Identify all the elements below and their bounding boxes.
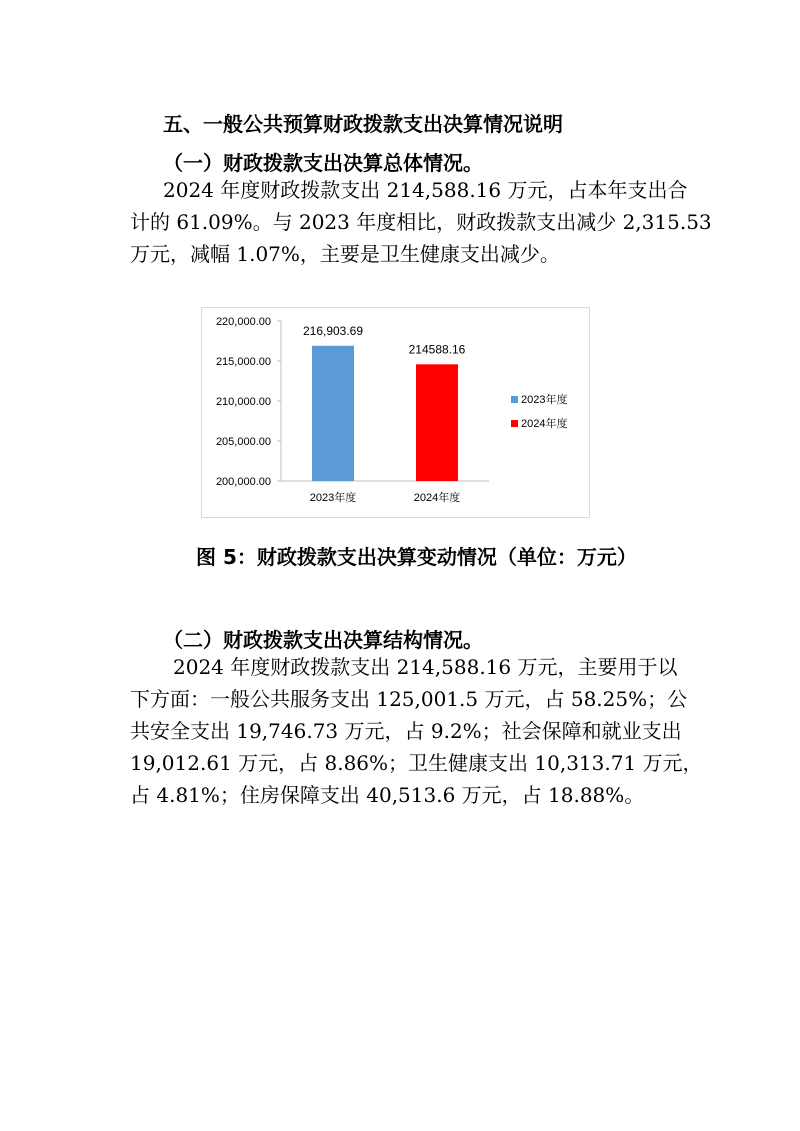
x-tick-label: 2023年度: [309, 492, 357, 504]
paragraph-line: 19,012.61 万元，占 8.86%；卫生健康支出 10,313.71 万元，: [130, 751, 703, 775]
x-tick-label: 2024年度: [413, 492, 461, 504]
y-tick-label: 220,000.00: [215, 316, 271, 328]
paragraph-line: 共安全支出 19,746.73 万元，占 9.2%；社会保障和就业支出: [130, 719, 682, 743]
paragraph-line: 下方面：一般公共服务支出 125,001.5 万元，占 58.25%；公: [130, 687, 688, 711]
legend-label: 2024年度: [521, 418, 568, 430]
paragraph-line: 万元，减幅 1.07%，主要是卫生健康支出减少。: [130, 242, 560, 266]
expenditure-bar-chart: [201, 307, 590, 518]
y-tick-label: 215,000.00: [215, 356, 271, 368]
y-tick-label: 210,000.00: [215, 396, 271, 408]
data-label: 216,903.69: [302, 323, 364, 338]
paragraph-line: 2024 年度财政拨款支出 214,588.16 万元，主要用于以: [173, 655, 678, 679]
y-tick-label: 200,000.00: [215, 476, 271, 488]
bar: [312, 346, 354, 481]
paragraph-line: 占 4.81%；住房保障支出 40,513.6 万元，占 18.88%。: [130, 783, 645, 807]
paragraph-line: 2024 年度财政拨款支出 214,588.16 万元，占本年支出合: [163, 178, 688, 202]
legend-swatch: [511, 420, 518, 427]
paragraph-line: 计的 61.09%。与 2023 年度相比，财政拨款支出减少 2,315.53: [130, 210, 712, 234]
bar: [416, 364, 458, 481]
section-heading: 五、一般公共预算财政拨款支出决算情况说明: [163, 112, 563, 136]
subheading-overall: （一）财政拨款支出决算总体情况。: [163, 151, 483, 175]
paragraph-overall: [130, 174, 712, 270]
legend-swatch: [511, 396, 518, 403]
data-label: 214588.16: [408, 342, 466, 357]
legend-label: 2023年度: [521, 394, 568, 406]
figure-caption: 图 5：财政拨款支出决算变动情况（单位：万元）: [196, 545, 637, 569]
paragraph-structure: [130, 651, 703, 811]
subheading-structure: （二）财政拨款支出决算结构情况。: [163, 628, 483, 652]
y-tick-label: 205,000.00: [215, 436, 271, 448]
